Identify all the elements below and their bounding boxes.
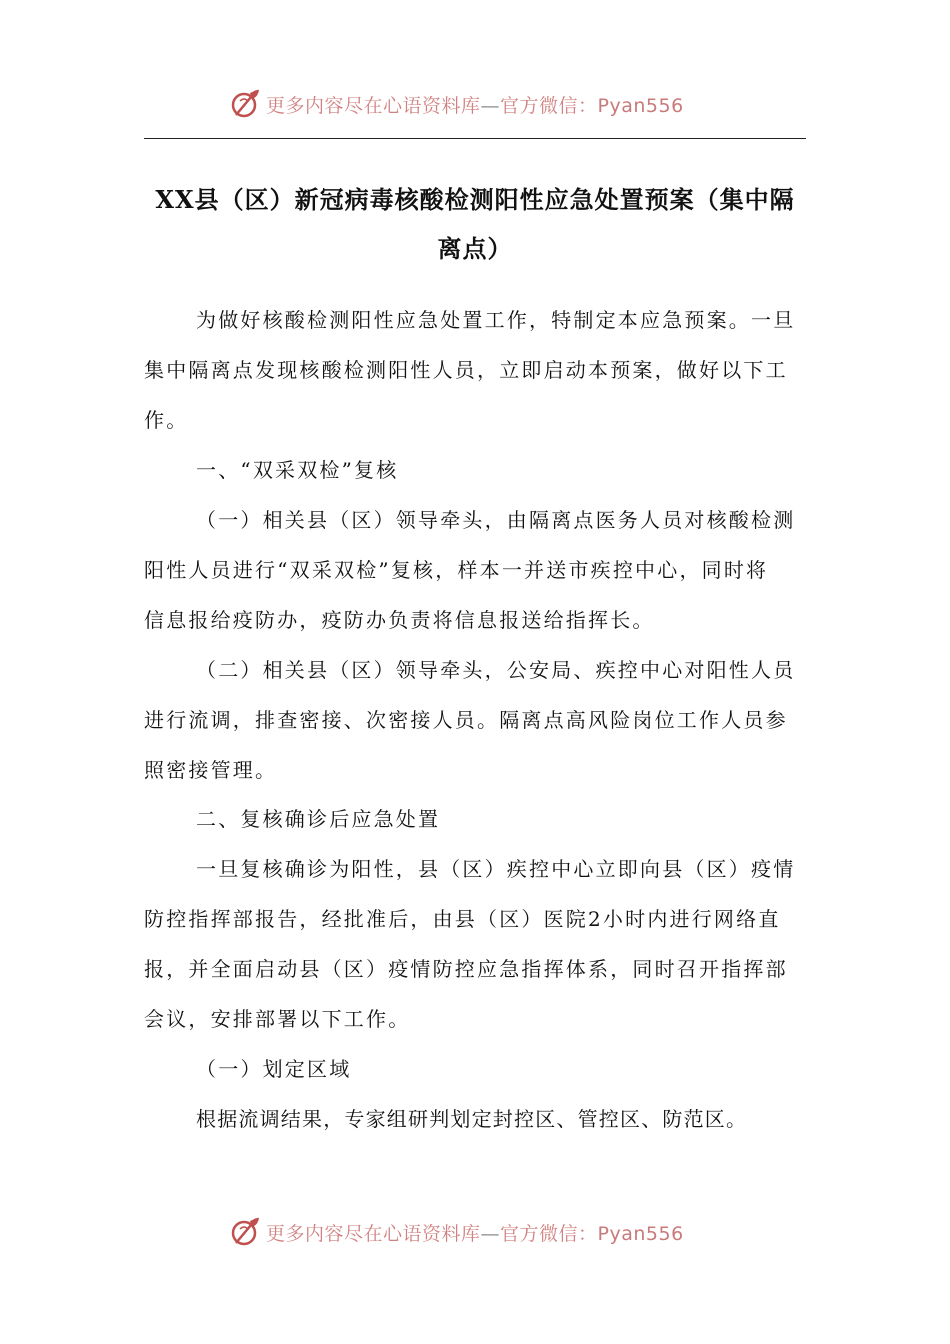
banner-dash: — <box>480 1222 501 1245</box>
paragraph-line: 防控指挥部报告，经批准后，由县（区）医院2小时内进行网络直 <box>144 907 781 931</box>
banner-suffix-text: 官方微信： <box>500 94 598 117</box>
paragraph-line: （一）相关县（区）领导牵头，由隔离点医务人员对核酸检测 <box>196 508 796 532</box>
quill-logo-icon <box>228 1215 262 1249</box>
paragraph-line: 阳性人员进行“双采双检”复核，样本一并送市疾控中心，同时将 <box>144 558 769 582</box>
section-heading-2: 二、复核确诊后应急处置 <box>196 807 441 831</box>
header-banner <box>0 84 950 124</box>
paragraph-line: 信息报给疫防办，疫防办负责将信息报送给指挥长。 <box>144 608 655 632</box>
quill-logo-icon <box>228 87 262 121</box>
banner-wechat-id: Pyan556 <box>597 94 684 117</box>
banner-main-text: 更多内容尽在心语资料库 <box>266 1222 481 1245</box>
paragraph-line: 进行流调，排查密接、次密接人员。隔离点高风险岗位工作人员参 <box>144 708 788 732</box>
banner-dash: — <box>480 94 501 117</box>
paragraph-line: 集中隔离点发现核酸检测阳性人员，立即启动本预案，做好以下工 <box>144 358 788 382</box>
document-title-line-2: 离点） <box>437 234 513 263</box>
banner-wechat-id: Pyan556 <box>597 1222 684 1245</box>
paragraph-line: 照密接管理。 <box>144 758 278 782</box>
subsection-heading: （一）划定区域 <box>196 1057 352 1081</box>
paragraph-line: 作。 <box>144 408 189 432</box>
paragraph-line: （二）相关县（区）领导牵头，公安局、疾控中心对阳性人员 <box>196 658 796 682</box>
document-title-line-1: XX县（区）新冠病毒核酸检测阳性应急处置预案（集中隔 <box>155 185 795 214</box>
banner-main-text: 更多内容尽在心语资料库 <box>266 94 481 117</box>
paragraph-line: 根据流调结果，专家组研判划定封控区、管控区、防范区。 <box>196 1107 748 1131</box>
header-rule <box>144 138 806 139</box>
section-heading-1: 一、“双采双检”复核 <box>196 458 399 482</box>
banner-suffix-text: 官方微信： <box>500 1222 598 1245</box>
footer-banner <box>0 1212 950 1252</box>
paragraph-line: 为做好核酸检测阳性应急处置工作，特制定本应急预案。一旦 <box>196 308 796 332</box>
paragraph-line: 报，并全面启动县（区）疫情防控应急指挥体系，同时召开指挥部 <box>144 957 788 981</box>
paragraph-line: 一旦复核确诊为阳性，县（区）疾控中心立即向县（区）疫情 <box>196 857 796 881</box>
paragraph-line: 会议，安排部署以下工作。 <box>144 1007 411 1031</box>
